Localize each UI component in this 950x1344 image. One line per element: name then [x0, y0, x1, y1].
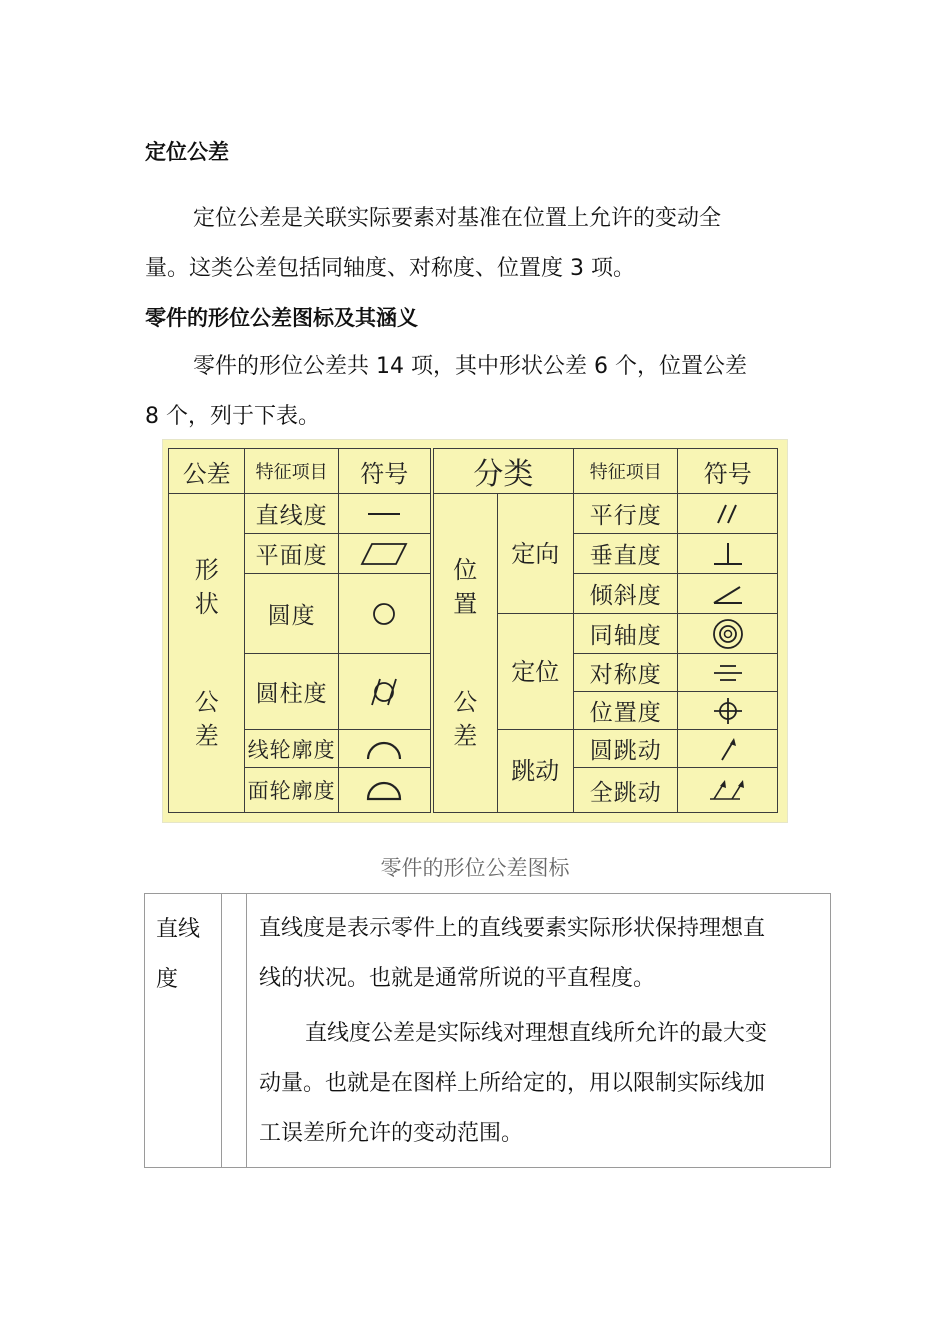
- position-label-top: 位置: [453, 556, 478, 618]
- item-position: 位置度: [573, 692, 678, 730]
- item-flatness: 平面度: [245, 534, 338, 574]
- line-profile-icon: [338, 730, 431, 768]
- header-tolerance: 公差: [169, 449, 245, 494]
- perpendicularity-icon: [678, 534, 778, 574]
- definition-line: 动量。也就是在图样上所给定的，用以限制实际线加: [259, 1071, 766, 1096]
- paragraph-line: 零件的形位公差共 14 项，其中形状公差 6 个，位置公差: [193, 354, 747, 379]
- tolerance-symbol-table: [168, 448, 778, 813]
- symmetry-icon: [678, 654, 778, 692]
- paragraph-positioning-tolerance: [145, 194, 805, 294]
- item-circularity: 圆度: [245, 574, 338, 654]
- term-line: 直线: [156, 917, 201, 942]
- angularity-icon: [678, 574, 778, 614]
- paragraph-line: 定位公差是关联实际要素对基准在位置上允许的变动全: [193, 206, 722, 231]
- item-symmetry: 对称度: [573, 654, 678, 692]
- shape-label-bottom: 公差: [194, 688, 219, 750]
- item-line-profile: 线轮廓度: [245, 730, 338, 768]
- definition-line: 工误差所允许的变动范围。: [259, 1121, 524, 1146]
- item-circular-runout: 圆跳动: [573, 730, 678, 768]
- definition-paragraph-2: [259, 1009, 818, 1159]
- item-total-runout: 全跳动: [573, 768, 678, 813]
- section-title-positioning-tolerance: 定位公差: [145, 140, 229, 164]
- section-title-tolerance-symbols: 零件的形位公差图标及其涵义: [145, 306, 418, 330]
- position-icon: [678, 692, 778, 730]
- shape-tolerance-label: [169, 494, 245, 813]
- flatness-icon: [338, 534, 431, 574]
- header-category: 分类: [432, 449, 574, 494]
- definition-line: 直线度公差是实际线对理想直线所允许的最大变: [305, 1021, 768, 1046]
- definition-line: 线的状况。也就是通常所说的平直程度。: [259, 966, 656, 991]
- header-symbol-right: 符号: [678, 449, 778, 494]
- surface-profile-icon: [338, 768, 431, 813]
- tolerance-symbol-figure: [163, 440, 787, 822]
- header-feature-left: 特征项目: [245, 449, 338, 494]
- group-orientation: 定向: [497, 494, 573, 614]
- item-parallelism: 平行度: [573, 494, 678, 534]
- position-tolerance-label: [432, 494, 497, 813]
- parallelism-icon: [678, 494, 778, 534]
- definition-table: [144, 893, 831, 1168]
- concentricity-icon: [678, 614, 778, 654]
- group-runout: 跳动: [497, 730, 573, 813]
- circular-runout-icon: [678, 730, 778, 768]
- paragraph-line: 量。这类公差包括同轴度、对称度、位置度 3 项。: [145, 256, 635, 281]
- definition-text-cell: [247, 894, 830, 1167]
- circularity-icon: [338, 574, 431, 654]
- item-surface-profile: 面轮廓度: [245, 768, 338, 813]
- definition-spacer-cell: [222, 894, 247, 1167]
- paragraph-line: 8 个，列于下表。: [145, 404, 320, 429]
- item-angularity: 倾斜度: [573, 574, 678, 614]
- term-line: 度: [156, 967, 179, 992]
- item-straightness: 直线度: [245, 494, 338, 534]
- item-concentricity: 同轴度: [573, 614, 678, 654]
- position-label-bottom: 公差: [453, 688, 478, 750]
- total-runout-icon: [678, 768, 778, 813]
- definition-term-cell: [145, 894, 222, 1167]
- item-cylindricity: 圆柱度: [245, 654, 338, 730]
- shape-label-top: 形状: [194, 556, 219, 618]
- header-feature-right: 特征项目: [573, 449, 678, 494]
- figure-caption: 零件的形位公差图标: [380, 856, 570, 880]
- item-perpendicularity: 垂直度: [573, 534, 678, 574]
- definition-line: 直线度是表示零件上的直线要素实际形状保持理想直: [259, 916, 766, 941]
- group-location: 定位: [497, 614, 573, 730]
- straightness-icon: [338, 494, 431, 534]
- cylindricity-icon: [338, 654, 431, 730]
- paragraph-tolerance-count: [145, 342, 805, 442]
- header-symbol-left: 符号: [338, 449, 431, 494]
